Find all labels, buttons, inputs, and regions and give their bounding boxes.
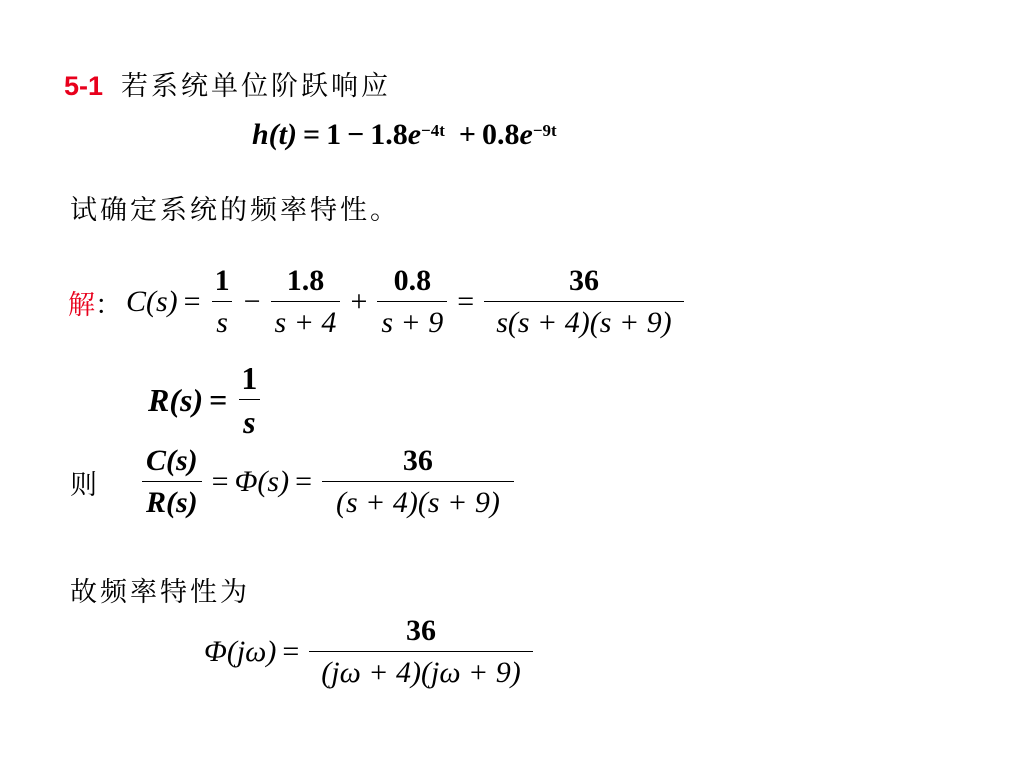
plus-sign: + [458, 118, 477, 151]
fraction-denominator: (jω + 4)(jω + 9) [309, 651, 532, 688]
solution-c-equation [68, 266, 688, 338]
r-of-s: R(s) [148, 381, 204, 418]
equals-sign: = [303, 118, 321, 151]
phi-of-j-omega: Φ(jω) [204, 635, 277, 668]
fraction-1-8 [271, 266, 341, 338]
problem-header [64, 64, 391, 103]
transfer-function-equation [70, 446, 518, 518]
problem-number: 5-1 [64, 71, 104, 101]
fraction-numerator: 36 [406, 614, 436, 647]
fraction-numerator: 36 [568, 264, 599, 297]
step-response-equation [252, 118, 557, 152]
fraction-1-over-s [211, 266, 234, 338]
fraction-0-8 [377, 266, 447, 338]
exp-base-2: e [519, 118, 533, 151]
fraction-numerator: C(s) [146, 444, 198, 477]
fraction-36-combined [484, 266, 683, 338]
exponent-1: −4t [421, 121, 445, 140]
solution-label: 解 [68, 289, 95, 321]
fraction-denominator: (s + 4)(s + 9) [322, 481, 514, 518]
equals-sign: = [282, 635, 300, 668]
term-one: 1 [326, 118, 342, 151]
frequency-response-equation [204, 616, 537, 688]
fraction-denominator: R(s) [142, 481, 202, 518]
coef-1-8: 1.8 [370, 118, 408, 151]
h-of-t: h(t) [252, 118, 297, 151]
then-label: 则 [70, 469, 100, 501]
fraction-denominator: s [212, 301, 232, 338]
exponent-2: −9t [532, 121, 557, 140]
fraction-denominator: s + 4 [271, 301, 341, 338]
minus-sign: − [347, 118, 365, 151]
fraction-36-over-j-omega [309, 616, 532, 688]
equals-sign: = [211, 465, 229, 498]
equals-sign: = [183, 285, 201, 318]
solution-colon: ： [95, 289, 122, 321]
plus-sign: + [350, 285, 368, 318]
fraction-numerator: 1.8 [286, 264, 325, 297]
fraction-denominator: s(s + 4)(s + 9) [484, 301, 683, 338]
coef-0-8: 0.8 [482, 118, 520, 151]
fraction-numerator: 1 [214, 264, 230, 297]
fraction-denominator: s [239, 399, 259, 438]
fraction-numerator: 0.8 [393, 264, 432, 297]
fraction-denominator: s + 9 [377, 301, 447, 338]
fraction-36-over-poles [322, 446, 514, 518]
problem-intro: 若系统单位阶跃响应 [121, 71, 392, 102]
minus-sign: − [243, 285, 261, 318]
equals-sign: = [209, 381, 228, 418]
fraction-numerator: 1 [241, 360, 258, 396]
c-of-s: C(s) [126, 285, 178, 318]
fraction-1-over-s [237, 362, 261, 438]
r-equation [148, 362, 265, 438]
conclusion-text: 故频率特性为 [70, 577, 250, 608]
phi-of-s: Φ(s) [234, 465, 290, 498]
equals-sign-2: = [295, 465, 313, 498]
task-text: 试确定系统的频率特性。 [70, 195, 400, 226]
fraction-numerator: 36 [402, 444, 433, 477]
exp-base-1: e [407, 118, 422, 151]
equals-sign-2: = [457, 285, 475, 318]
fraction-c-over-r [142, 446, 202, 518]
